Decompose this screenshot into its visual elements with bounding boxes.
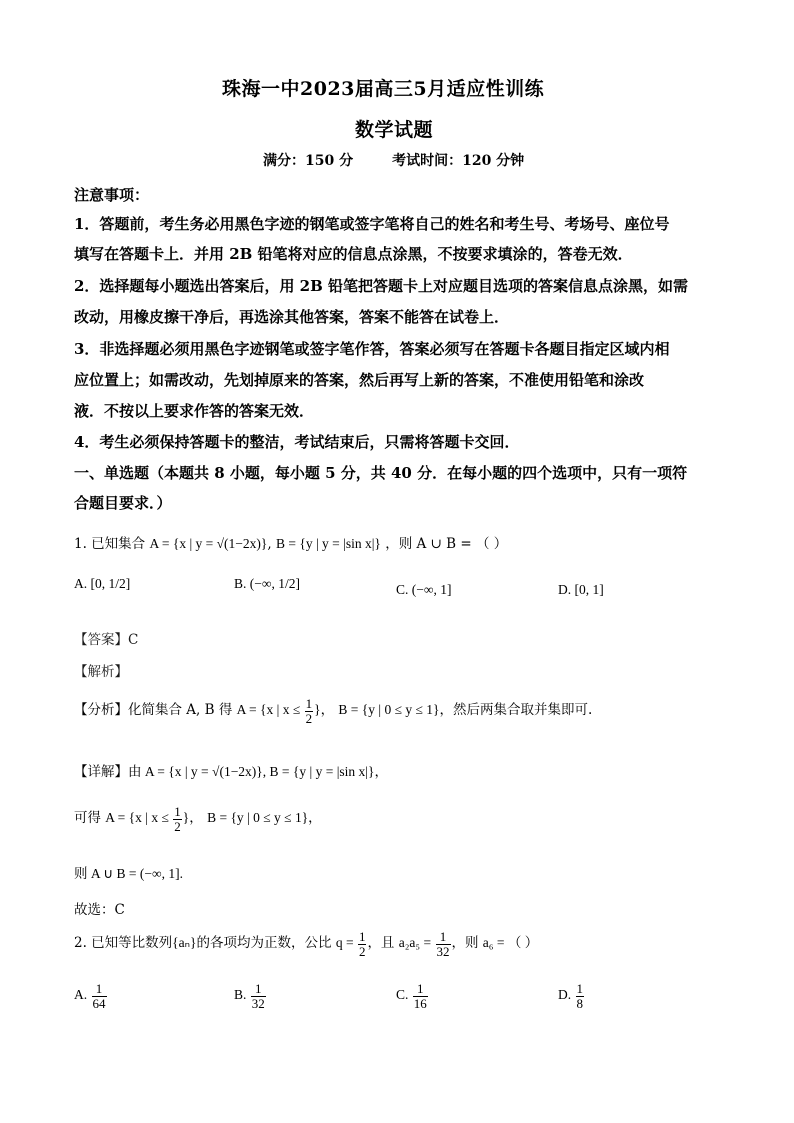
- q1-option-d-label: D.: [558, 582, 572, 597]
- q2-stem: [74, 930, 538, 958]
- section-line-2: 合题目要求．）: [74, 494, 172, 512]
- q1-option-c-value: (−∞, 1]: [411, 582, 452, 597]
- q2-option-b[interactable]: [234, 982, 267, 1010]
- q2-option-a[interactable]: [74, 982, 108, 1010]
- exam-title: 珠海一中2023届高三5月适应性训练: [222, 78, 545, 100]
- q1-derive-set-b: B = {y | 0 ≤ y ≤ 1}: [207, 810, 309, 826]
- q1-stem: 1. 已知集合 A = {x | y = √(1−2x)}, B = {y | y = |sin x|} ，则 A ∪ B = （ ）: [74, 536, 508, 552]
- section-line-1: 一、单选题（本题共 8 小题，每小题 5 分，共 40 分．在每小题的四个选项中，只有一项符: [74, 464, 688, 482]
- q1-detail-text: 由 A = {x | y = √(1−2x)}, B = {y | y = |sin x|}，: [128, 764, 388, 779]
- q1-option-b-value: (−∞, 1/2]: [249, 576, 300, 591]
- q1-option-d[interactable]: [558, 582, 604, 598]
- q2-option-c[interactable]: [396, 982, 429, 1010]
- q2-mid-3: ，则: [451, 935, 479, 952]
- q1-detail-tag: 【详解】: [74, 764, 128, 780]
- q2-option-a-value: $\frac{1}{64}$: [92, 981, 106, 1011]
- q1-analysis-set-a: A = {x | x ≤ $\frac{1}{2}$ }: [236, 696, 321, 726]
- q2-option-b-value: $\frac{1}{32}$: [251, 981, 265, 1011]
- q1-analysis-text-1: 化简集合 A, B 得: [128, 702, 233, 719]
- note-1-line-2: 填写在答题卡上．并用 2B 铅笔将对应的信息点涂黑，不按要求填涂的，答卷无效．: [74, 245, 633, 263]
- q1-union: 则 A ∪ B = (−∞, 1].: [74, 866, 183, 881]
- note-2-line-2: 改动，用橡皮擦干净后，再选涂其他答案，答案不能答在试卷上．: [74, 308, 510, 326]
- note-3-line-2: 应位置上；如需改动，先划掉原来的答案，然后再写上新的答案，不准使用铅笔和涂改: [74, 371, 645, 389]
- q2-option-b-label: B.: [234, 987, 247, 1003]
- q1-answer: 【答案】C: [74, 632, 139, 648]
- q2-prefix: 2. 已知等比数列: [74, 935, 173, 952]
- note-4: 4．考生必须保持答题卡的整洁，考试结束后，只需将答题卡交回．: [74, 433, 520, 451]
- q2-option-d-value: $\frac{1}{8}$: [576, 981, 583, 1011]
- notes-heading: 注意事项：: [74, 186, 150, 204]
- q2-ratio: q = $\frac{1}{2}$: [335, 929, 366, 959]
- q1-detail: [74, 760, 388, 780]
- q1-analysis-set-b: B = {y | 0 ≤ y ≤ 1}: [338, 702, 440, 718]
- q1-suffix: ，则 A ∪ B = （ ）: [385, 536, 508, 552]
- q1-option-a-value: [0, 1/2]: [90, 576, 131, 591]
- note-2-line-1: 2．选择题每小题选出答案后，用 2B 铅笔把答题卡上对应题目选项的答案信息点涂黑，如需: [74, 277, 689, 295]
- q1-analysis: 【分析】化简集合 A, B 得 A = {x | x ≤ $\frac{1}{2}$ }， B = {y | 0 ≤ y ≤ 1}，然后两集合取并集即可.: [74, 696, 593, 726]
- q2-option-a-label: A.: [74, 987, 88, 1003]
- q1-option-a-label: A.: [74, 576, 88, 591]
- q2-product: a₂a₅ = $\frac{1}{32}$: [398, 929, 450, 959]
- q2-option-d[interactable]: [558, 982, 585, 1010]
- q2-seq: {aₙ}: [172, 935, 197, 951]
- note-3-line-3: 液．不按以上要求作答的答案无效．: [74, 402, 315, 420]
- q1-option-b-label: B.: [234, 576, 247, 591]
- q2-option-d-label: D.: [558, 987, 572, 1003]
- q1-set-b: B = {y | y = |sin x|}: [275, 536, 381, 551]
- q2-a6: a₆ = （ ）: [482, 935, 539, 951]
- q1-choice: 故选：C: [74, 902, 125, 918]
- q1-derive-set-a: A = {x | x ≤ $\frac{1}{2}$ }: [105, 804, 190, 834]
- note-3-line-1: 3．非选择题必须用黑色字迹钢笔或签字笔作答，答案必须写在答题卡各题目指定区域内相: [74, 340, 670, 358]
- q1-analysis-text-2: ，然后两集合取并集即可.: [439, 702, 593, 719]
- q1-derive: 可得 A = {x | x ≤ $\frac{1}{2}$ }， B = {y | 0 ≤ y ≤ 1}，: [74, 804, 322, 834]
- q1-jiexi: 【解析】: [74, 664, 128, 680]
- exam-subtitle: 数学试题: [355, 119, 434, 141]
- q2-option-c-label: C.: [396, 987, 409, 1003]
- q1-analysis-tag: 【分析】: [74, 702, 128, 719]
- q1-set-a: A = {x | y = √(1−2x)}: [149, 536, 268, 551]
- q1-option-d-value: [0, 1]: [574, 582, 604, 597]
- note-1-line-1: 1．答题前，考生务必用黑色字迹的钢笔或签字笔将自己的姓名和考生号、考场号、座位号: [74, 215, 670, 233]
- q2-mid-2: ，且: [367, 935, 395, 952]
- q1-option-b[interactable]: [234, 576, 300, 592]
- q2-option-c-value: $\frac{1}{16}$: [413, 981, 427, 1011]
- q1-option-a[interactable]: [74, 576, 130, 592]
- q1-option-c-label: C.: [396, 582, 409, 597]
- exam-meta: 满分：150 分 考试时间：120 分钟: [263, 153, 525, 169]
- q1-option-c[interactable]: [396, 582, 452, 598]
- q2-mid-1: 的各项均为正数，公比: [196, 935, 332, 952]
- q1-derive-label: 可得: [74, 810, 101, 827]
- q1-prefix: 1. 已知集合: [74, 536, 146, 552]
